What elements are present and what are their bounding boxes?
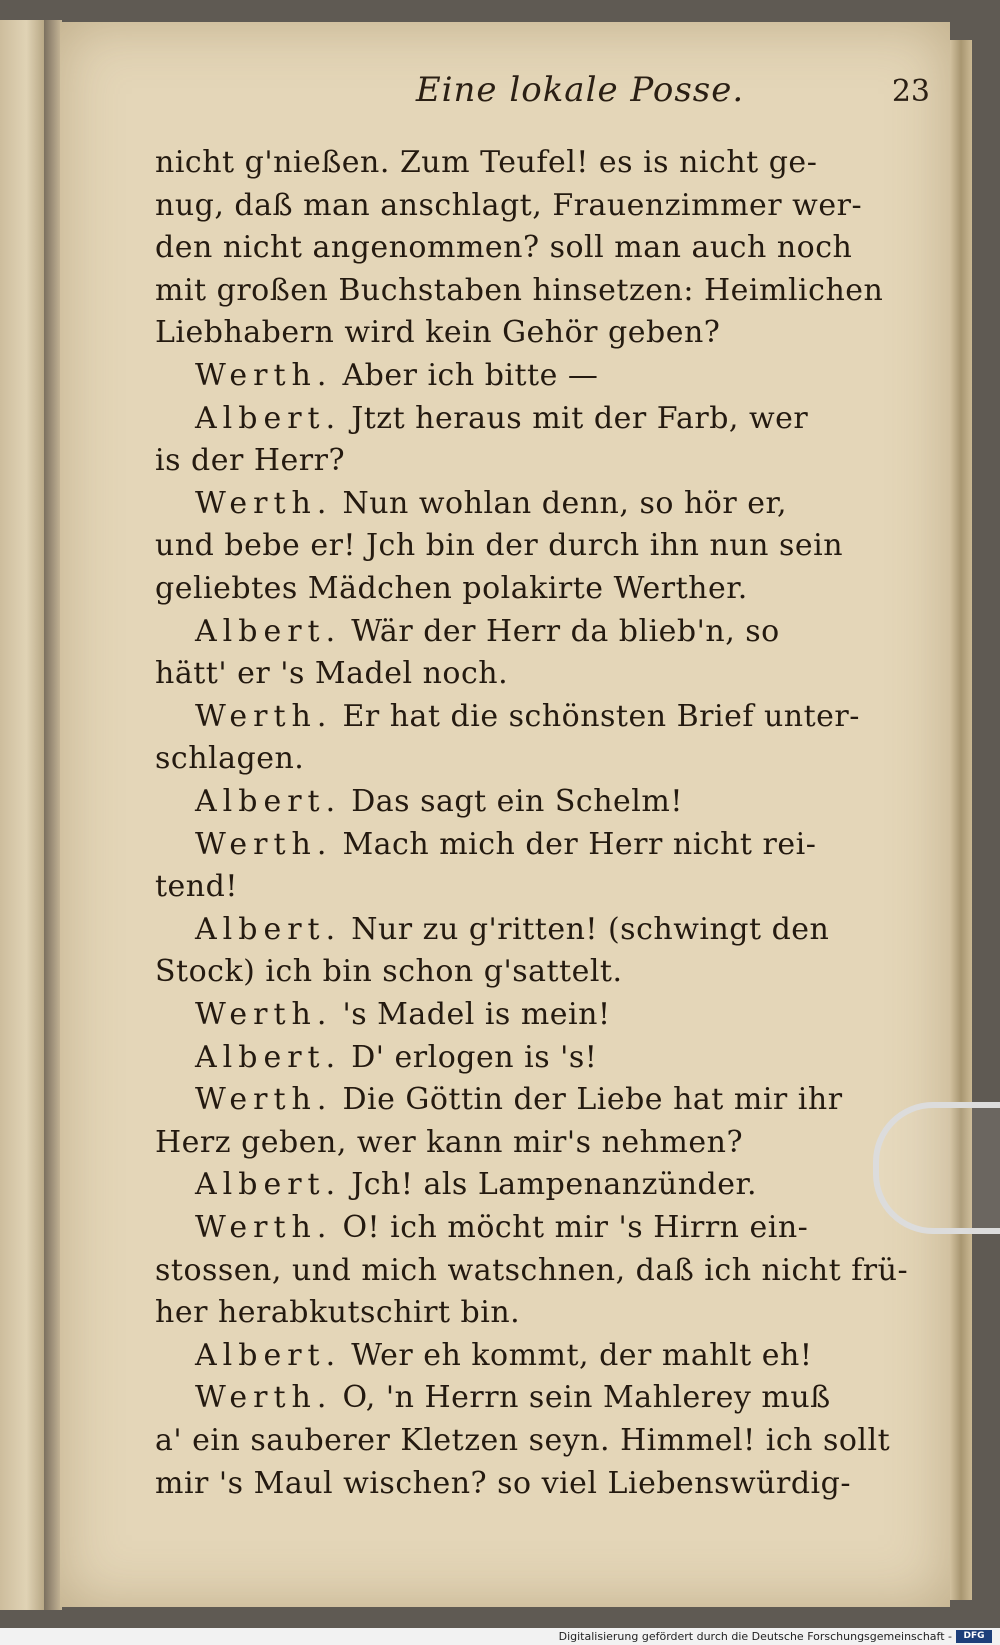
line-text: tend! [155,869,238,905]
speaker-name: Werth. [195,485,333,521]
text-line [155,738,304,780]
text-line [195,1335,812,1377]
text-line [155,185,862,227]
text-line [195,1037,597,1079]
line-text: Jtzt heraus mit der Farb, wer [351,400,809,436]
line-text: Wär der Herr da blieb'n, so [351,613,780,649]
line-text: geliebtes Mädchen polakirte Werther. [155,571,748,606]
text-line [155,568,748,610]
line-text: is der Herr? [155,443,346,479]
speaker-name: Albert. [195,1167,342,1203]
speaker-name: Albert. [195,400,342,436]
line-text: stossen, und mich watschnen, daß ich nicht frü- [155,1252,909,1288]
text-line [155,1122,743,1164]
line-text: Jch! als Lampenanzünder. [351,1167,758,1203]
text-line [195,909,829,951]
text-line [155,142,817,184]
text-line [155,653,508,695]
speaker-name: Albert. [195,1039,342,1075]
text-line [155,1292,520,1334]
line-text: Herz geben, wer kann mir's nehmen? [155,1124,744,1160]
text-line [195,994,611,1036]
running-head: Eine lokale Posse. [415,70,745,110]
line-text: mit großen Buchstaben hinsetzen: Heimlichen [155,272,884,308]
line-text: Wer eh kommt, der mahlt eh! [351,1337,813,1373]
footer-credit: Digitalisierung gefördert durch die Deutsche Forschungsgemeinschaft - [558,1630,952,1643]
line-text: a' ein sauberer Kletzen seyn. Himmel! ich sollt [155,1423,891,1458]
text-line [195,483,787,525]
speaker-name: Werth. [195,358,333,393]
line-text: den nicht angenommen? soll man auch noch [155,230,853,266]
line-text: D' erlogen is 's! [351,1039,598,1075]
text-line [155,440,345,482]
speaker-name: Albert. [195,1337,342,1373]
text-line [155,866,238,908]
speaker-name: Werth. [195,1082,333,1118]
line-text: mir 's Maul wischen? so viel Liebenswürdig- [155,1465,851,1501]
facing-page-edge [0,20,44,1610]
text-line [195,824,816,866]
line-text: nicht g'nießen. Zum Teufel! es is nicht ge- [155,145,818,180]
line-text: Nun wohlan denn, so hör er, [342,485,788,521]
text-line [155,1420,890,1462]
line-text: Das sagt ein Schelm! [351,784,683,819]
line-text: O! ich möcht mir 's Hirrn ein- [342,1210,809,1245]
line-text: Nur zu g'ritten! (schwingt den [351,911,830,947]
line-text: Er hat die schönsten Brief unter- [342,698,860,734]
text-line [195,1377,831,1419]
speaker-name: Werth. [195,1210,333,1245]
text-line [195,611,780,653]
line-text: Stock) ich bin schon g'sattelt. [155,954,623,990]
page-number: 23 [891,74,930,109]
line-text: nug, daß man anschlagt, Frauenzimmer wer- [155,187,863,223]
line-text: O, 'n Herrn sein Mahlerey muß [342,1380,831,1416]
text-line [155,270,883,312]
text-line [155,1250,908,1292]
line-text: und bebe er! Jch bin der durch ihn nun sein [155,528,844,564]
dfg-logo: DFG [956,1630,992,1643]
page-clip [873,1102,1000,1234]
line-text: 's Madel is mein! [342,997,611,1032]
speaker-name: Albert. [195,911,342,947]
text-line [155,312,720,354]
text-line [155,227,852,269]
text-line [195,398,808,440]
book-page [60,22,950,1607]
speaker-name: Werth. [195,698,333,734]
line-text: Aber ich bitte — [342,358,599,393]
text-line [195,355,598,397]
line-text: Mach mich der Herr nicht rei- [342,826,817,862]
speaker-name: Albert. [195,613,342,649]
line-text: hätt' er 's Madel noch. [155,656,509,692]
line-text: schlagen. [155,741,305,777]
line-text: her herabkutschirt bin. [155,1295,521,1331]
text-line [195,781,683,823]
speaker-name: Werth. [195,997,333,1032]
text-line [195,1207,808,1249]
line-text: Die Göttin der Liebe hat mir ihr [342,1082,843,1118]
text-line [195,1079,843,1121]
text-line [195,696,860,738]
line-text: Liebhabern wird kein Gehör geben? [155,315,721,351]
speaker-name: Albert. [195,784,342,819]
speaker-name: Werth. [195,826,333,862]
text-line [155,951,623,993]
text-line [155,1463,851,1505]
text-line [155,525,843,567]
text-line [195,1164,757,1206]
speaker-name: Werth. [195,1380,333,1416]
page-stack-edge [950,40,972,1600]
